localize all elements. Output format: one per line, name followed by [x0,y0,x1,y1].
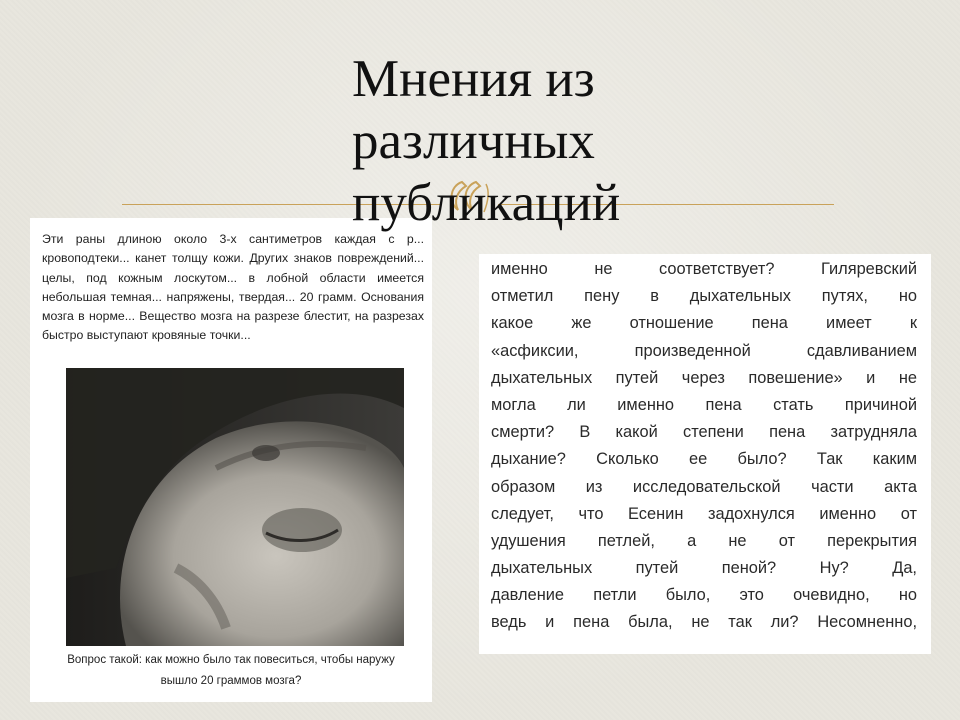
photo-caption-line: Вопрос такой: как можно было так повеситься, чтобы наружу [67,654,395,666]
slide-title-line: публикаций [352,174,621,232]
text-line: смерти? В какой степени пена затрудняла [491,423,917,442]
publication-excerpt-text [491,256,917,637]
photo-caption-line: вышло 20 граммов мозга? [160,675,302,687]
slide-title-line: различных [352,112,595,170]
text-line: дыхательных путей пеной? Ну? Да, [491,559,917,578]
text-line: отметил пену в дыхательных путях, но [491,287,917,306]
text-line: давление петли было, это очевидно, но [491,586,917,605]
slide-title [352,48,772,234]
text-line: именно не соответствует? Гиляревский [491,260,917,278]
text-line: дыхание? Сколько ее было? Так каким [491,450,917,469]
slide-title-line: Мнения из [352,50,595,108]
text-line: удушения петлей, а не от перекрытия [491,531,917,550]
text-line: ведь и пена была, не так ли? Несомненно, [491,613,917,632]
publication-excerpt-card [479,254,931,654]
portrait-photo [66,368,404,646]
autopsy-excerpt-card [30,218,432,702]
text-line: дыхательных путей через повешение» и не [491,368,917,387]
portrait-photo-image [66,368,404,646]
photo-caption [40,650,422,692]
text-line: какое же отношение пена имеет к [491,314,917,333]
text-line: «асфиксии, произведенной сдавливанием [491,341,917,360]
autopsy-excerpt-text: Эти раны длиною около 3-х сантиметров каждая с р... кровоподтеки... канет толщу кожи. Других знаков повреждений... целы, под кожным лоскутом... в лобной области имеется небольшая темная... напряжены, твердая... 20 грамм. Основания мозга в норме... Вещество мозга на разрезе блестит, на разрезах быстро выступают кровяные точки... [42,232,424,343]
text-line: могла ли именно пена стать причиной [491,395,917,414]
text-line: следует, что Есенин задохнулся именно от [491,504,917,523]
text-line: образом из исследовательской части акта [491,477,917,496]
